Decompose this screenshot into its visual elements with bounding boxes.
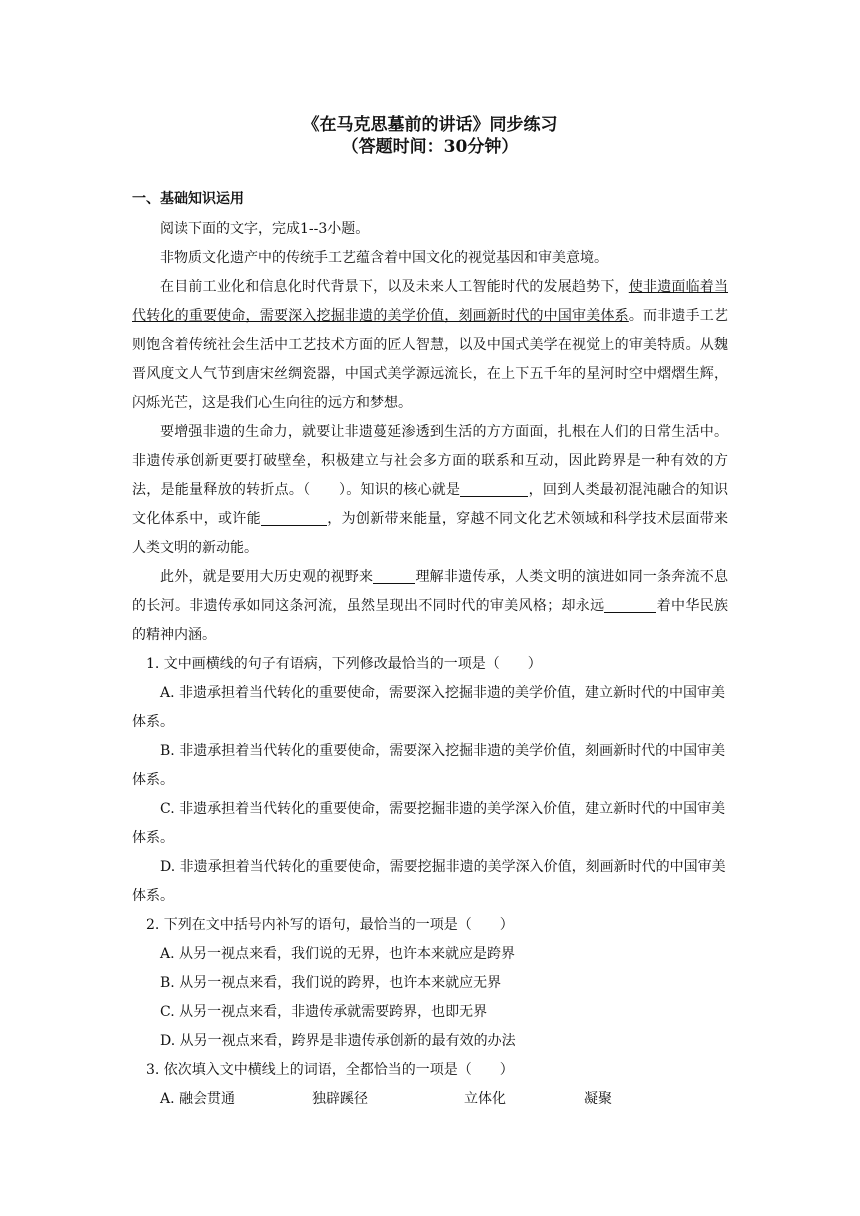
section-heading: 一、基础知识运用 (132, 191, 244, 207)
q2-option-a[interactable]: A. 从另一视点来看，我们说的无界，也许本来就应是跨界 (160, 946, 516, 962)
fill-blank-1[interactable] (460, 479, 528, 497)
q3-option-a-word-4: 凝聚 (584, 1091, 612, 1107)
fill-blank-4[interactable] (604, 595, 656, 613)
fill-blank-3[interactable] (373, 566, 415, 584)
q1-option-a[interactable]: A. 非遗承担着当代转化的重要使命，需要深入挖掘非遗的美学价值，建立新时代的中国审美体系。 (132, 685, 726, 730)
para3-middle: ，回到人类最初混沌融合的知识文化体系中，或许能 (132, 482, 729, 527)
underlined-sentence: 使非遗面临着当代转化的重要使命，需要深入挖掘非遗的美学价值，刻画新时代的中国审美体系 (132, 279, 729, 324)
passage-paragraph-2 (132, 273, 728, 418)
q1-option-c[interactable]: C. 非遗承担着当代转化的重要使命，需要挖掘非遗的美学深入价值，建立新时代的中国审美体系。 (132, 801, 726, 846)
q3-option-a-word-3: 立体化 (464, 1091, 506, 1107)
passage-paragraph-1: 非物质文化遗产中的传统手工艺蕴含着中国文化的视觉基因和审美意境。 (160, 250, 608, 266)
para2-start: 在目前工业化和信息化时代背景下，以及未来人工智能时代的发展趋势下， (160, 279, 629, 295)
q1-option-b[interactable]: B. 非遗承担着当代转化的重要使命，需要深入挖掘非遗的美学价值，刻画新时代的中国审美体系。 (132, 743, 726, 788)
q3-option-a-word-2: 独辟蹊径 (312, 1091, 368, 1107)
passage-paragraph-3 (132, 418, 728, 563)
q1-option-d[interactable]: D. 非遗承担着当代转化的重要使命，需要挖掘非遗的美学深入价值，刻画新时代的中国审美体系。 (132, 859, 726, 904)
para4-start: 此外，就是要用大历史观的视野来 (160, 569, 374, 585)
page-subtitle: （答题时间：30分钟） (341, 137, 519, 157)
q3-option-a[interactable] (132, 1085, 728, 1114)
question-2: 2. 下列在文中括号内补写的语句，最恰当的一项是（ ） (146, 917, 514, 933)
q3-option-a-word-1: A. 融会贯通 (160, 1091, 236, 1107)
q2-option-b[interactable]: B. 从另一视点来看，我们说的跨界，也许本来就应无界 (160, 975, 502, 991)
para3-end: ，为创新带来能量，穿越不同文化艺术领域和科学技术层面带来人类文明的新动能。 (132, 511, 729, 556)
para2-end: 。而非遗手工艺则饱含着传统社会生活中工艺技术方面的匠人智慧，以及中国式美学在视觉上的审美特质。从魏晋风度文人气节到唐宋丝绸瓷器，中国式美学源远流长，在上下五千年的星河时空中熠熠生辉，闪烁光芒，这是我们心生向往的远方和梦想。 (132, 308, 728, 411)
fill-blank-2[interactable] (261, 508, 327, 526)
question-1: 1. 文中画横线的句子有语病，下列修改最恰当的一项是（ ） (146, 656, 542, 672)
page-title: 《在马克思墓前的讲话》同步练习 (302, 115, 558, 135)
para4-middle: 理解非遗传承，人类文明的演进如同一条奔流不息的长河。非遗传承如同这条河流，虽然呈现出不同时代的审美风格；却永远 (132, 569, 729, 614)
q2-option-d[interactable]: D. 从另一视点来看，跨界是非遗传承创新的最有效的办法 (160, 1033, 516, 1049)
para4-end: 着中华民族的精神内涵。 (132, 598, 729, 643)
passage-paragraph-4 (132, 563, 728, 650)
passage-body (132, 215, 728, 1114)
para3-start: 要增强非遗的生命力，就要让非遗蔓延渗透到生活的方方面面，扎根在人们的日常生活中。非遗传承创新更要打破壁垒，积极建立与社会多方面的联系和互动，因此跨界是一种有效的方法，是能量释放的转折点。（ ）。知识的核心就是 (132, 424, 728, 498)
question-3: 3. 依次填入文中横线上的词语，全都恰当的一项是（ ） (146, 1062, 514, 1078)
reading-instruction: 阅读下面的文字，完成1--3小题。 (160, 221, 370, 237)
q2-option-c[interactable]: C. 从另一视点来看，非遗传承就需要跨界，也即无界 (160, 1004, 488, 1020)
